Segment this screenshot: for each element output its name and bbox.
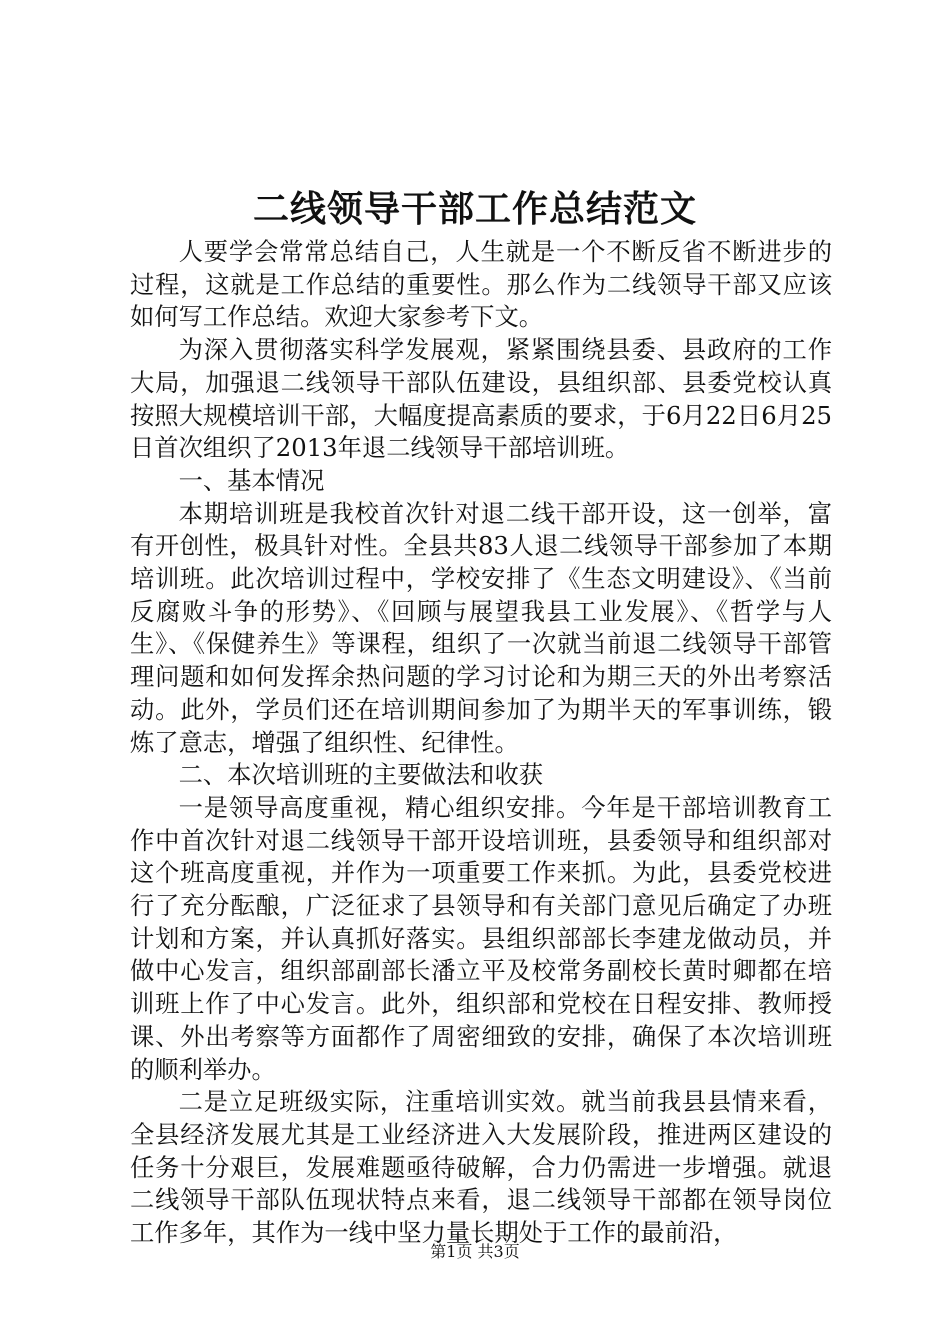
section-heading: 一、基本情况 — [178, 465, 325, 495]
document-title: 二线领导干部工作总结范文 — [252, 188, 697, 230]
section-heading: 二、本次培训班的主要做法和收获 — [178, 760, 544, 790]
document-body — [130, 236, 832, 1250]
paragraph: 人要学会常常总结自己，人生就是一个不断反省不断进步的过程，这就是工作总结的重要性。那么作为二线领导干部又应该如何写工作总结。欢迎大家参考下文。 — [130, 237, 832, 332]
paragraph: 本期培训班是我校首次针对退二线干部开设，这一创举，富有开创性，极具针对性。全县共83人退二线领导干部参加了本期培训班。此次培训过程中，学校安排了《生态文明建设》、《当前反腐败斗争的形势》、《回顾与展望我县工业发展》、《哲学与人生》、《保健养生》等课程，组织了一次就当前退二线领导干部管理问题和如何发挥余热问题的学习讨论和为期三天的外出考察活动。此外，学员们还在培训期间参加了为期半天的军事训练，锻炼了意志，增强了组织性、纪律性。 — [130, 498, 832, 757]
paragraph: 为深入贯彻落实科学发展观，紧紧围绕县委、县政府的工作大局，加强退二线领导干部队伍建设，县组织部、县委党校认真按照大规模培训干部，大幅度提高素质的要求，于6月22日6月25日首次组织了2013年退二线领导干部培训班。 — [130, 335, 832, 463]
paragraph: 二是立足班级实际，注重培训实效。就当前我县县情来看，全县经济发展尤其是工业经济进入大发展阶段，推进两区建设的任务十分艰巨，发展难题亟待破解，合力仍需进一步增强。就退二线领导干部队伍现状特点来看，退二线领导干部都在领导岗位工作多年，其作为一线中坚力量长期处于工作的最前沿， — [130, 1087, 832, 1248]
paragraph: 一是领导高度重视，精心组织安排。今年是干部培训教育工作中首次针对退二线领导干部开设培训班，县委领导和组织部对这个班高度重视，并作为一项重要工作来抓。为此，县委党校进行了充分酝酿，广泛征求了县领导和有关部门意见后确定了办班计划和方案，并认真抓好落实。县组织部部长李建龙做动员，并做中心发言，组织部副部长潘立平及校常务副校长黄时卿都在培训班上作了中心发言。此外，组织部和党校在日程安排、教师授课、外出考察等方面都作了周密细致的安排，确保了本次培训班的顺利举办。 — [130, 792, 832, 1084]
page-footer: 第1页 共3页 — [430, 1242, 520, 1261]
